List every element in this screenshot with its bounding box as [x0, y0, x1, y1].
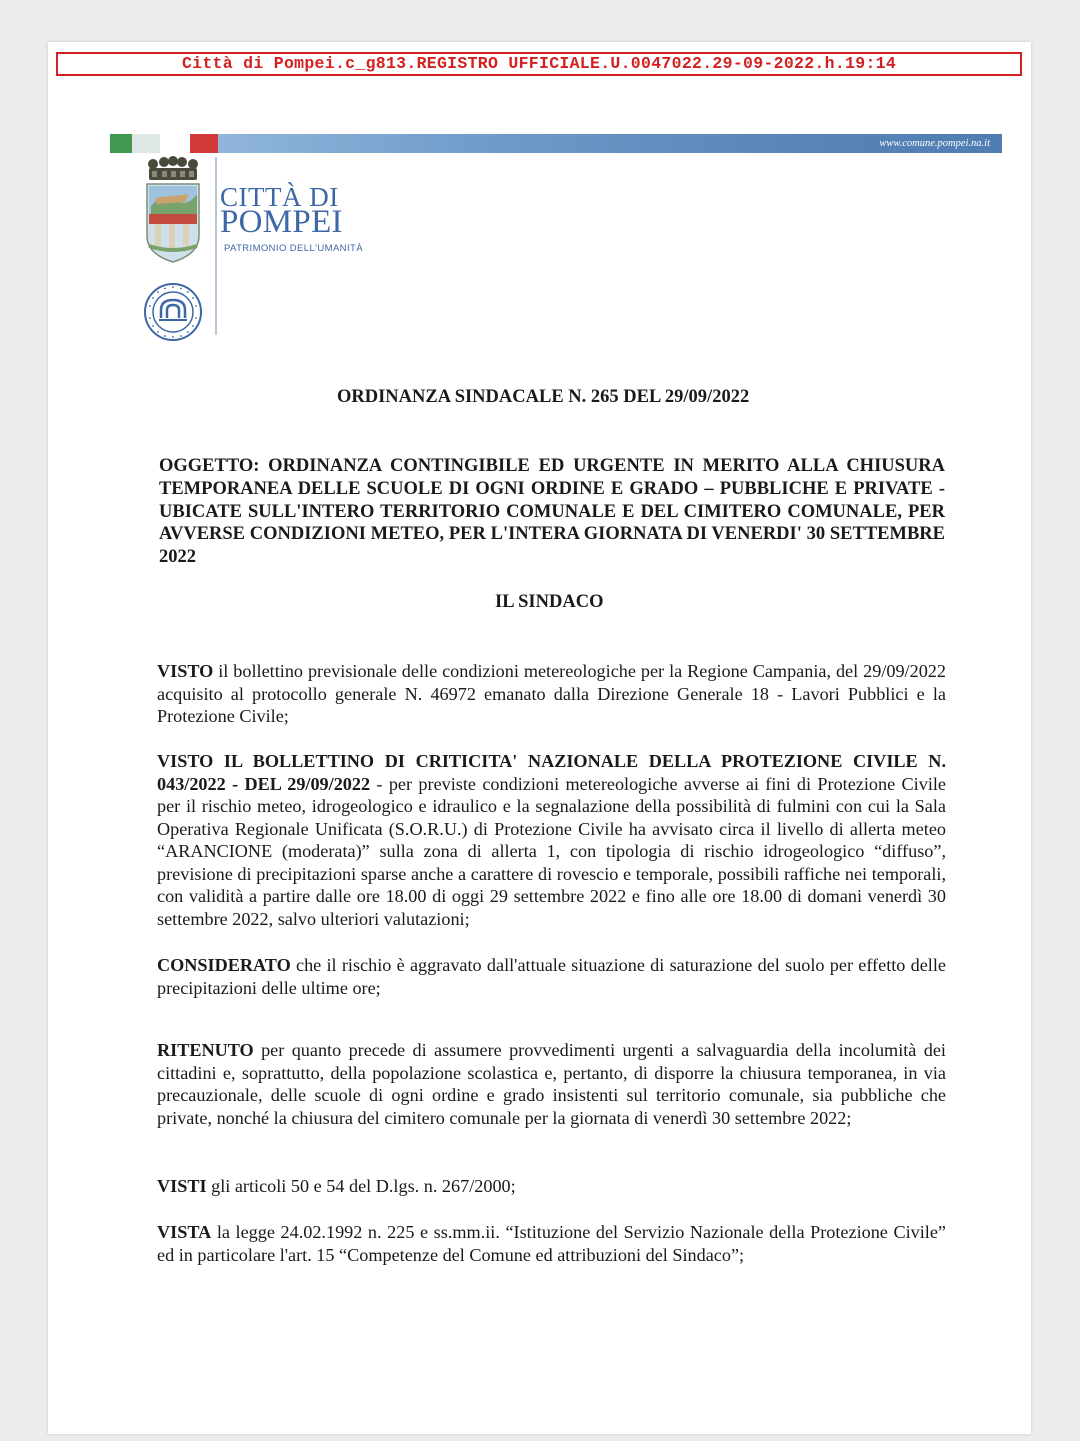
header-blue-bar — [218, 134, 1002, 153]
paragraph-lead: VISTO — [157, 661, 214, 681]
paragraph-lead: RITENUTO — [157, 1040, 254, 1060]
flag-red-stripe — [190, 134, 218, 153]
protocol-stamp: Città di Pompei.c_g813.REGISTRO UFFICIALE.U.0047022.29-09-2022.h.19:14 — [56, 52, 1022, 76]
section-heading: IL SINDACO — [495, 592, 604, 612]
ordinance-subject: OGGETTO: ORDINANZA CONTINGIBILE ED URGENTE IN MERITO ALLA CHIUSURA TEMPORANEA DELLE SCUOLE DI OGNI ORDINE E GRADO – PUBBLICHE E PRIVATE - UBICATE SULL'INTERO TERRITORIO COMUNALE E DEL CIMITERO COMUNALE, PER AVVERSE CONDIZIONI METEO, PER L'INTERA GIORNATA DI VENERDI' 30 SETTEMBRE 2022 — [159, 456, 945, 568]
paragraph-lead: VISTA — [157, 1222, 212, 1242]
unesco-world-heritage-icon — [143, 282, 203, 342]
paragraph-lead: CONSIDERATO — [157, 955, 291, 975]
ordinance-title: ORDINANZA SINDACALE N. 265 DEL 29/09/2022 — [337, 387, 750, 407]
city-name-line2: POMPEI — [220, 204, 343, 240]
flag-green-stripe — [110, 134, 132, 153]
paragraph-lead: VISTI — [157, 1176, 207, 1196]
letterhead-bar — [110, 134, 1002, 153]
paragraph-lead: VISTO IL BOLLETTINO DI CRITICITA' NAZIONALE DELLA PROTEZIONE CIVILE N. 043/2022 - DEL 29/09/2022 — [157, 751, 946, 794]
paragraph-text: per quanto precede di assumere provvedimenti urgenti a salvaguardia della incolumità dei cittadini e, soprattutto, della popolazione scolastica e, pertanto, di disporre la chiusura temporanea, in via precauzionale, delle scuole di ogni ordine e grado insistenti sul territorio comunale, sia pubbliche che private, nonché la chiusura del cimitero comunale per la giornata di venerdì 30 settembre 2022; — [157, 1040, 946, 1128]
city-crest-icon — [145, 154, 201, 264]
paragraph-considerato — [157, 954, 946, 999]
document-page — [48, 42, 1031, 1434]
paragraph-visto — [157, 660, 946, 728]
city-name — [220, 182, 343, 240]
city-name-line1: CITTÀ DI — [220, 182, 339, 212]
paragraph-text: la legge 24.02.1992 n. 225 e ss.mm.ii. “Istituzione del Servizio Nazionale della Protezione Civile” ed in particolare l'art. 15 “Competenze del Comune ed attribuzioni del Sindaco”; — [157, 1222, 946, 1265]
city-subtitle: PATRIMONIO DELL'UMANITÀ — [224, 243, 363, 254]
paragraph-text: il bollettino previsionale delle condizioni metereologiche per la Regione Campania, del 29/09/2022 acquisito al protocollo generale N. 46972 emanato dalla Direzione Generale 18 - Lavori Pubblici e la Protezione Civile; — [157, 661, 946, 726]
flag-white-stripe — [132, 134, 160, 153]
paragraph-text: gli articoli 50 e 54 del D.lgs. n. 267/2000; — [206, 1176, 516, 1196]
paragraph-text: che il rischio è aggravato dall'attuale situazione di saturazione del suolo per effetto delle precipitazioni delle ultime ore; — [157, 955, 946, 998]
letterhead-divider — [215, 157, 217, 335]
paragraph-bollettino — [157, 750, 946, 930]
paragraph-text: - per previste condizioni metereologiche avverse ai fini di Protezione Civile per il rischio meteo, idrogeologico e idraulico e la segnalazione della possibilità di fulmini con cui la Sala Operativa Regionale Unificata (S.O.R.U.) di Protezione Civile ha avvisato circa il livello di allerta meteo “ARANCIONE (moderata)” sulla zona di allerta 1, con tipologia di rischio idrogeologico “diffuso”, previsione di precipitazioni sparse anche a carattere di rovescio e temporale, possibili raffiche nei temporali, con validità a partire dalle ore 18.00 di oggi 29 settembre 2022 e fino alle ore 18.00 di domani venerdì 30 settembre 2022, salvo ulteriori valutazioni; — [157, 773, 946, 929]
website-link[interactable]: www.comune.pompei.na.it — [879, 138, 990, 149]
paragraph-vista — [157, 1221, 946, 1266]
paragraph-ritenuto — [157, 1039, 946, 1129]
paragraph-visti — [157, 1175, 946, 1198]
